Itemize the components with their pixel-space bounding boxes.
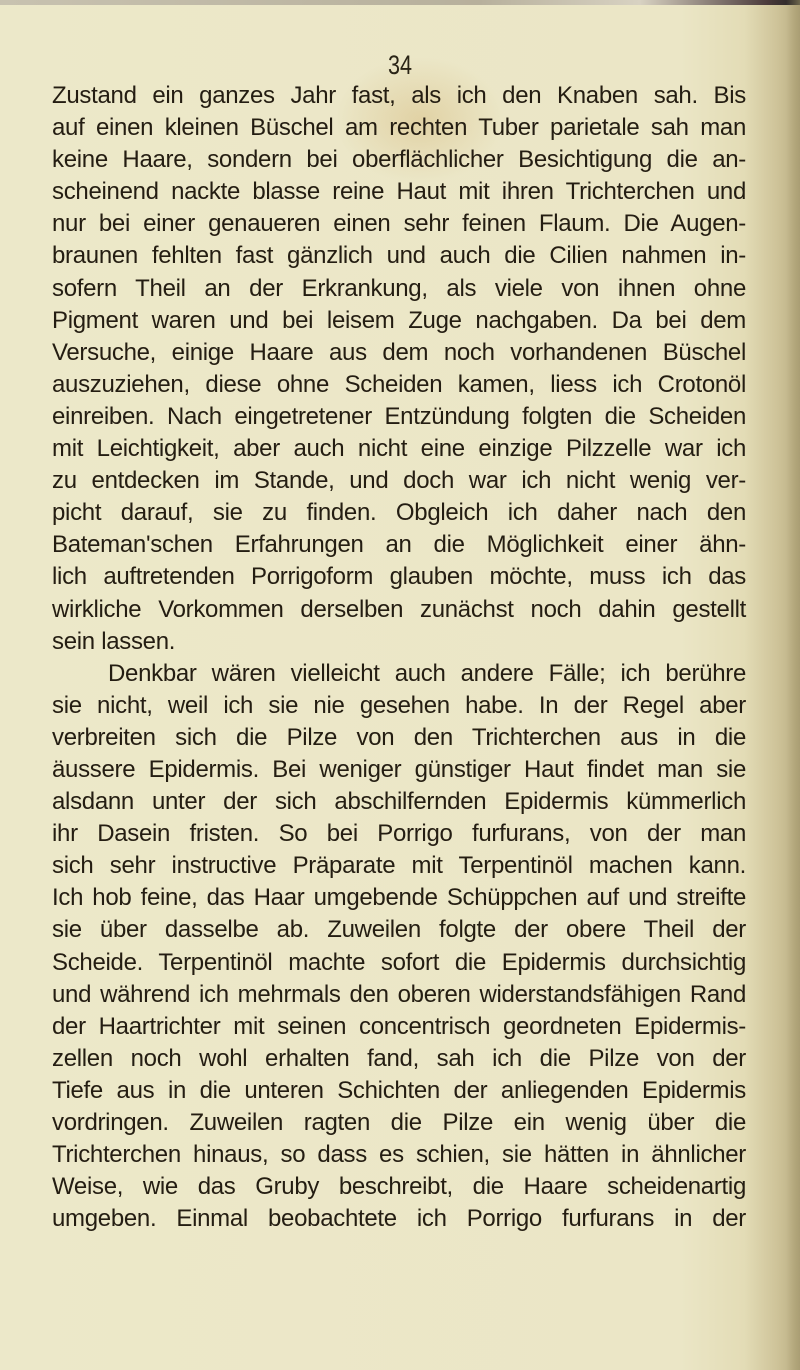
text-line: vordringen. Zuweilen ragten die Pilze ein wenig über die xyxy=(52,1109,746,1136)
text-line: picht darauf, sie zu finden. Obgleich ich daher nach den xyxy=(52,499,746,527)
text-line: auszuziehen, diese ohne Scheiden kamen, liess ich Crotonöl xyxy=(52,370,746,398)
text-line: auf einen kleinen Büschel am rechten Tuber parietale sah man xyxy=(52,114,746,142)
page-gutter-shadow xyxy=(786,0,800,1370)
text-line: sie über dasselbe ab. Zuweilen folgte der obere Theil der xyxy=(52,916,746,944)
text-line: Bateman'schen Erfahrungen an die Möglichkeit einer ähn- xyxy=(52,531,746,559)
paragraph-end-line: sein lassen. xyxy=(52,627,176,655)
text-line: Scheide. Terpentinöl machte sofort die Epidermis durchsichtig xyxy=(52,948,746,976)
text-line: und während ich mehrmals den oberen widerstandsfähigen Rand xyxy=(52,980,746,1008)
text-line: mit Leichtigkeit, aber auch nicht eine einzige Pilzzelle war ich xyxy=(52,435,746,463)
paragraph-start-line: Denkbar wären vielleicht auch andere Fälle; ich berühre xyxy=(108,659,746,687)
text-line: alsdann unter der sich abschilfernden Epidermis kümmerlich xyxy=(52,788,746,816)
text-line: sofern Theil an der Erkrankung, als viele von ihnen ohne xyxy=(52,274,746,302)
text-line: Trichterchen hinaus, so dass es schien, sie hätten in ähnlicher xyxy=(52,1141,746,1169)
text-line: verbreiten sich die Pilze von den Trichterchen aus in die xyxy=(52,723,746,751)
text-line: sich sehr instructive Präparate mit Terpentinöl machen kann. xyxy=(52,852,746,880)
text-line: ihr Dasein fristen. So bei Porrigo furfurans, von der man xyxy=(52,820,746,848)
page-number: 34 xyxy=(387,50,413,80)
scan-top-edge xyxy=(0,0,800,5)
text-line: lich auftretenden Porrigoform glauben möchte, muss ich das xyxy=(52,563,746,591)
text-line: Weise, wie das Gruby beschreibt, die Haare scheidenartig xyxy=(52,1173,746,1201)
text-line: der Haartrichter mit seinen concentrisch geordneten Epidermis- xyxy=(52,1012,746,1040)
text-line: zu entdecken im Stande, und doch war ich nicht wenig ver- xyxy=(52,467,746,495)
text-line: wirkliche Vorkommen derselben zunächst noch dahin gestellt xyxy=(52,595,746,623)
body-text xyxy=(52,80,746,1235)
text-line: scheinend nackte blasse reine Haut mit ihren Trichterchen und xyxy=(52,178,746,206)
text-line: Zustand ein ganzes Jahr fast, als ich den Knaben sah. Bis xyxy=(52,82,746,109)
text-line: zellen noch wohl erhalten fand, sah ich die Pilze von der xyxy=(52,1044,746,1072)
text-line: Ich hob feine, das Haar umgebende Schüppchen auf und streifte xyxy=(52,884,746,912)
text-line: umgeben. Einmal beobachtete ich Porrigo furfurans in der xyxy=(52,1205,746,1233)
text-line: Versuche, einige Haare aus dem noch vorhandenen Büschel xyxy=(52,338,746,366)
text-line: Tiefe aus in die unteren Schichten der anliegenden Epidermis xyxy=(52,1076,746,1104)
text-line: sie nicht, weil ich sie nie gesehen habe. In der Regel aber xyxy=(52,691,746,719)
text-line: äussere Epidermis. Bei weniger günstiger Haut findet man sie xyxy=(52,755,746,783)
text-line: einreiben. Nach eingetretener Entzündung folgten die Scheiden xyxy=(52,402,746,430)
text-line: Pigment waren und bei leisem Zuge nachgaben. Da bei dem xyxy=(52,306,746,334)
text-line: keine Haare, sondern bei oberflächlicher Besichtigung die an- xyxy=(52,146,746,174)
text-line: braunen fehlten fast gänzlich und auch die Cilien nahmen in- xyxy=(52,242,746,270)
text-line: nur bei einer genaueren einen sehr feinen Flaum. Die Augen- xyxy=(52,210,746,238)
